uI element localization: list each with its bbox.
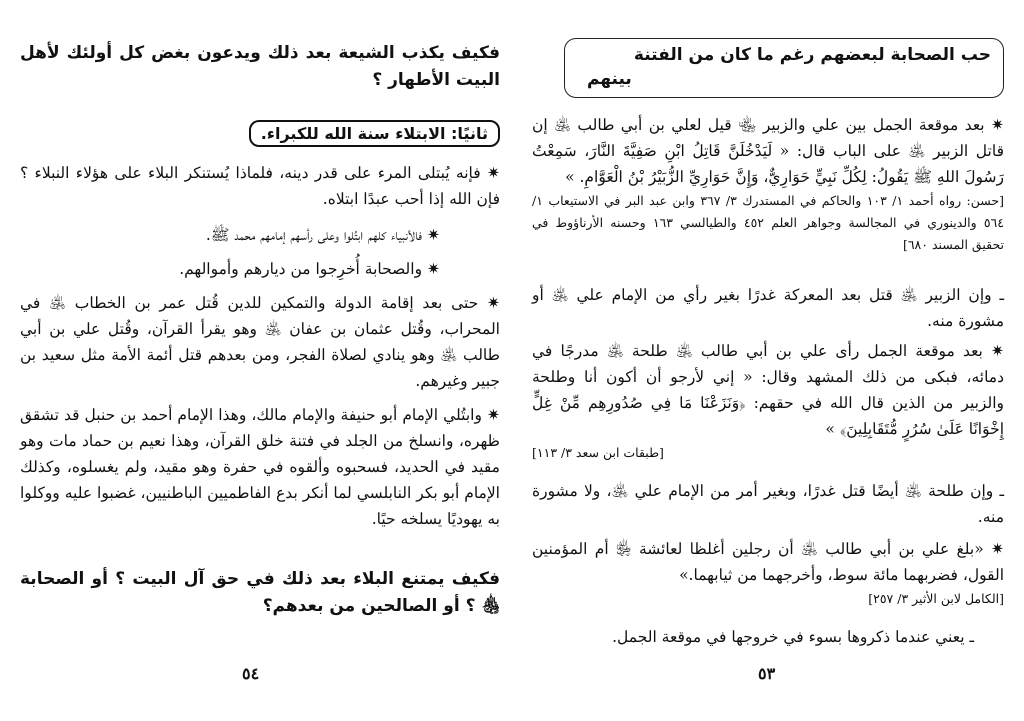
paragraph-1	[20, 160, 500, 212]
paragraph-r5	[532, 536, 1004, 610]
section-title-box: ثانيًا: الابتلاء سنة الله للكبراء.	[249, 120, 500, 147]
paragraph-3-text: ✷ والصحابة أُخرِجوا من ديارهم وأموالهم.	[179, 260, 440, 278]
chapter-title-line-2: بينهم	[587, 69, 632, 89]
paragraph-5-text: ✷ وابتُلي الإمام أبو حنيفة والإمام مالك، وهذا الإمام أحمد بن حنبل قد تشقق ظهره، وانسلخ من الجلد في فتنة خلق القرآن، وهذا نعيم بن حماد مات وهو مقيد في الحديد، فسحبوه وألقوه في حفرة وهو مقيد، ولم يغسلوه، وكذلك الإمام أبو بكر النابلسي لما أنكر بدع الفاطميين الباطنيين، غضبوا عليه ووكلوا به يهوديًا يسلخه حيًا.	[20, 406, 500, 528]
paragraph-r1	[532, 112, 1004, 256]
chapter-title-box	[564, 38, 1004, 98]
page-number-right: ٥٣	[758, 664, 776, 683]
paragraph-3	[20, 256, 500, 282]
paragraph-r3-text: ✷ بعد موقعة الجمل رأى علي بن أبي طالب ﵁ طلحة ﵁ مدرجًا في دمائه، فبكى من ذلك المشهد وقال: « إني لأرجو أن أكون أنا وطلحة والزبير من الذين قال الله في حقهم: ﴿وَنَزَعْنَا مَا فِي صُدُورِهِم مِّنْ غِلٍّ إِخْوَانًا عَلَىٰ سُرُرٍ مُّتَقَابِلِينَ﴾ »	[532, 342, 1004, 438]
paragraph-r6-text: ـ يعني عندما ذكروها بسوء في خروجها في موقعة الجمل.	[612, 628, 974, 646]
paragraph-4	[20, 290, 500, 394]
chapter-title-line-1: حب الصحابة لبعضهم رغم ما كان من الفتنة	[633, 45, 991, 65]
paragraph-r4-text: ـ وإن طلحة ﵁ أيضًا قتل غدرًا، وبغير أمر من الإمام علي ﵁، ولا مشورة منه.	[532, 482, 1004, 526]
page-right	[532, 0, 1004, 721]
question-1	[20, 40, 500, 94]
paragraph-r6	[532, 624, 1004, 650]
paragraph-r5-source: [الكامل لابن الأثير ٣/ ٢٥٧]	[868, 591, 1004, 606]
question-2-text: فكيف يمتنع البلاء بعد ذلك في حق آل البيت ؟ أو الصحابة ﵃ ؟ أو الصالحين من بعدهم؟	[20, 569, 500, 616]
question-2	[20, 566, 500, 620]
paragraph-4-text: ✷ حتى بعد إقامة الدولة والتمكين للدين قُتل عمر بن الخطاب ﵁ في المحراب، وقُتل عثمان بن عفان ﵁ وهو يقرأ القرآن، وقُتل علي بن أبي طالب ﵁ وهو ينادي لصلاة الفجر، ومن بعدهم قتل أئمة الأمة مثل سعيد بن جبير وغيرهم.	[20, 294, 500, 390]
paragraph-5	[20, 402, 500, 532]
paragraph-r2	[532, 282, 1004, 334]
paragraph-r5-text: ✷ «بلغ علي بن أبي طالب ﵁ أن رجلين أغلظا لعائشة ﵂ أم المؤمنين القول، فضربهما مائة سوط، وأخرجهما من ثيابهما.»	[532, 540, 1004, 584]
paragraph-r4	[532, 478, 1004, 530]
section-heading	[20, 120, 500, 147]
paragraph-r1-text: ✷ بعد موقعة الجمل بين علي والزبير ﵄ قيل لعلي بن أبي طالب ﵁ إن قاتل الزبير ﵁ على الباب قال: « لَيَدْخُلَنَّ قَاتِلُ ابْنِ صَفِيَّةَ النَّارَ، سَمِعْتُ رَسُولَ اللهِ ﷺ يَقُولُ: لِكُلِّ نَبِيٍّ حَوَارِيٌّ، وَإِنَّ حَوَارِيِّ الزُّبَيْرُ بْنُ الْعَوَّامِ. »	[532, 116, 1004, 186]
page-left	[20, 0, 500, 721]
paragraph-r3	[532, 338, 1004, 464]
paragraph-1-text: ✷ فإنه يُبتلى المرء على قدر دينه، فلماذا يُستنكر البلاء على هؤلاء النبلاء ؟ فإن الله إذا أحب عبدًا ابتلاه.	[20, 164, 500, 208]
paragraph-r3-source: [طبقات ابن سعد ٣/ ١١٣]	[532, 445, 664, 460]
question-1-text: فكيف يكذب الشيعة بعد ذلك ويدعون بغض كل أولئك لأهل البيت الأطهار ؟	[20, 43, 500, 90]
paragraph-2-text: ✷ فالأنبياء كلهم ابتُلوا وعلى رأسهم إمامهم محمد ﷺ.	[205, 226, 440, 244]
paragraph-r1-source: [حسن: رواه أحمد ١/ ١٠٣ والحاكم في المستدرك ٣/ ٣٦٧ وابن عبد البر في الاستيعاب ١/ ٥٦٤ والدينوري في المجالسة وجواهر العلم ٤٥٢ والطيالسي ١٦٣ وحسنه الأرناؤوط في تحقيق المسند ٦٨٠]	[532, 193, 1005, 252]
paragraph-2	[20, 222, 500, 248]
paragraph-r2-text: ـ وإن الزبير ﵁ قتل بعد المعركة غدرًا بغير رأي من الإمام علي ﵁ أو مشورة منه.	[532, 286, 1004, 330]
page-number-left: ٥٤	[242, 664, 260, 683]
